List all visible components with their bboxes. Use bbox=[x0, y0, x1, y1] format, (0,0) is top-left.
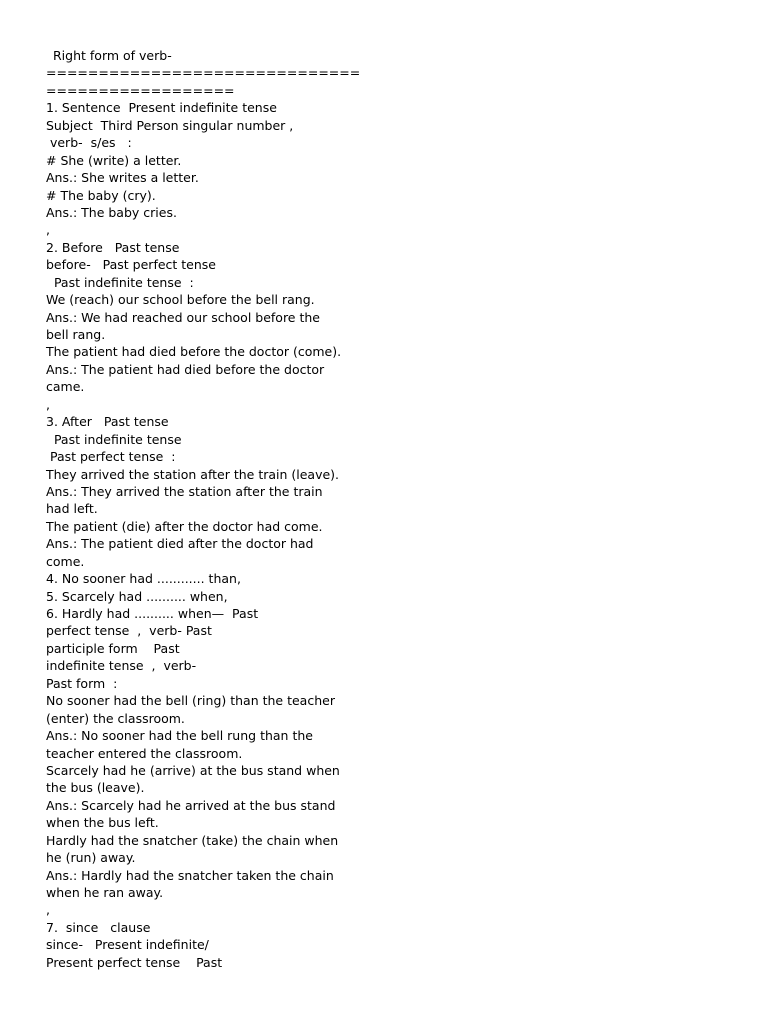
text-line: Ans.: The patient had died before the doctor bbox=[46, 361, 325, 377]
text-line: 7. since clause bbox=[46, 919, 151, 935]
text-line: indefinite tense , verb- bbox=[46, 658, 197, 674]
text-line: since- Present indefinite/ bbox=[46, 937, 209, 953]
text-line: # The baby (cry). bbox=[46, 187, 156, 203]
text-line: Past indefinite tense bbox=[46, 431, 182, 447]
text-line: 1. Sentence Present indefinite tense bbox=[46, 100, 277, 116]
text-line: Past perfect tense : bbox=[46, 449, 176, 465]
text-line: , bbox=[46, 222, 50, 238]
text-line: teacher entered the classroom. bbox=[46, 745, 243, 761]
text-line: Ans.: She writes a letter. bbox=[46, 170, 199, 186]
document-title: Right form of verb- bbox=[53, 48, 172, 63]
text-line: Hardly had the snatcher (take) the chain when bbox=[46, 832, 339, 848]
text-line: participle form Past bbox=[46, 640, 180, 656]
text-line: , bbox=[46, 396, 50, 412]
text-line: 3. After Past tense bbox=[46, 414, 169, 430]
text-line: Ans.: They arrived the station after the train bbox=[46, 483, 323, 499]
text-line: No sooner had the bell (ring) than the teacher bbox=[46, 693, 335, 709]
text-line: 5. Scarcely had .......... when, bbox=[46, 588, 228, 604]
text-line: Subject Third Person singular number , bbox=[46, 117, 294, 133]
text-line: when the bus left. bbox=[46, 815, 159, 831]
text-line: perfect tense , verb- Past bbox=[46, 623, 212, 639]
text-line: Ans.: Scarcely had he arrived at the bus stand bbox=[46, 797, 336, 813]
text-line: ================== bbox=[46, 82, 235, 98]
text-line: before- Past perfect tense bbox=[46, 257, 217, 273]
text-line: 2. Before Past tense bbox=[46, 239, 180, 255]
text-line: Past indefinite tense : bbox=[46, 274, 194, 290]
text-line: came. bbox=[46, 379, 85, 395]
text-line: # She (write) a letter. bbox=[46, 152, 182, 168]
text-line: Ans.: We had reached our school before the bbox=[46, 309, 320, 325]
text-line: (enter) the classroom. bbox=[46, 710, 185, 726]
text-line: Past form : bbox=[46, 675, 118, 691]
text-line: ============================== bbox=[46, 65, 361, 81]
text-line: The patient had died before the doctor (come). bbox=[46, 344, 342, 360]
text-line: the bus (leave). bbox=[46, 780, 145, 796]
document-page bbox=[46, 47, 746, 971]
text-line: he (run) away. bbox=[46, 850, 136, 866]
text-line: They arrived the station after the train (leave). bbox=[46, 466, 340, 482]
text-line: Ans.: Hardly had the snatcher taken the chain bbox=[46, 867, 334, 883]
text-line: Ans.: No sooner had the bell rung than the bbox=[46, 728, 313, 744]
text-line: 6. Hardly had .......... when— Past bbox=[46, 606, 259, 621]
text-line: , bbox=[46, 902, 50, 918]
text-line: 4. No sooner had ............ than, bbox=[46, 571, 241, 587]
text-line: Ans.: The baby cries. bbox=[46, 204, 177, 220]
text-line: when he ran away. bbox=[46, 885, 164, 900]
text-line: come. bbox=[46, 553, 85, 569]
text-line: had left. bbox=[46, 501, 98, 517]
text-line: Scarcely had he (arrive) at the bus stand when bbox=[46, 762, 340, 778]
text-line: The patient (die) after the doctor had come. bbox=[46, 518, 323, 534]
text-line: We (reach) our school before the bell rang. bbox=[46, 292, 315, 308]
text-line: Ans.: The patient died after the doctor had bbox=[46, 536, 314, 552]
text-line: bell rang. bbox=[46, 327, 106, 342]
text-line: Present perfect tense Past bbox=[46, 954, 223, 970]
text-line: verb- s/es : bbox=[46, 135, 132, 151]
